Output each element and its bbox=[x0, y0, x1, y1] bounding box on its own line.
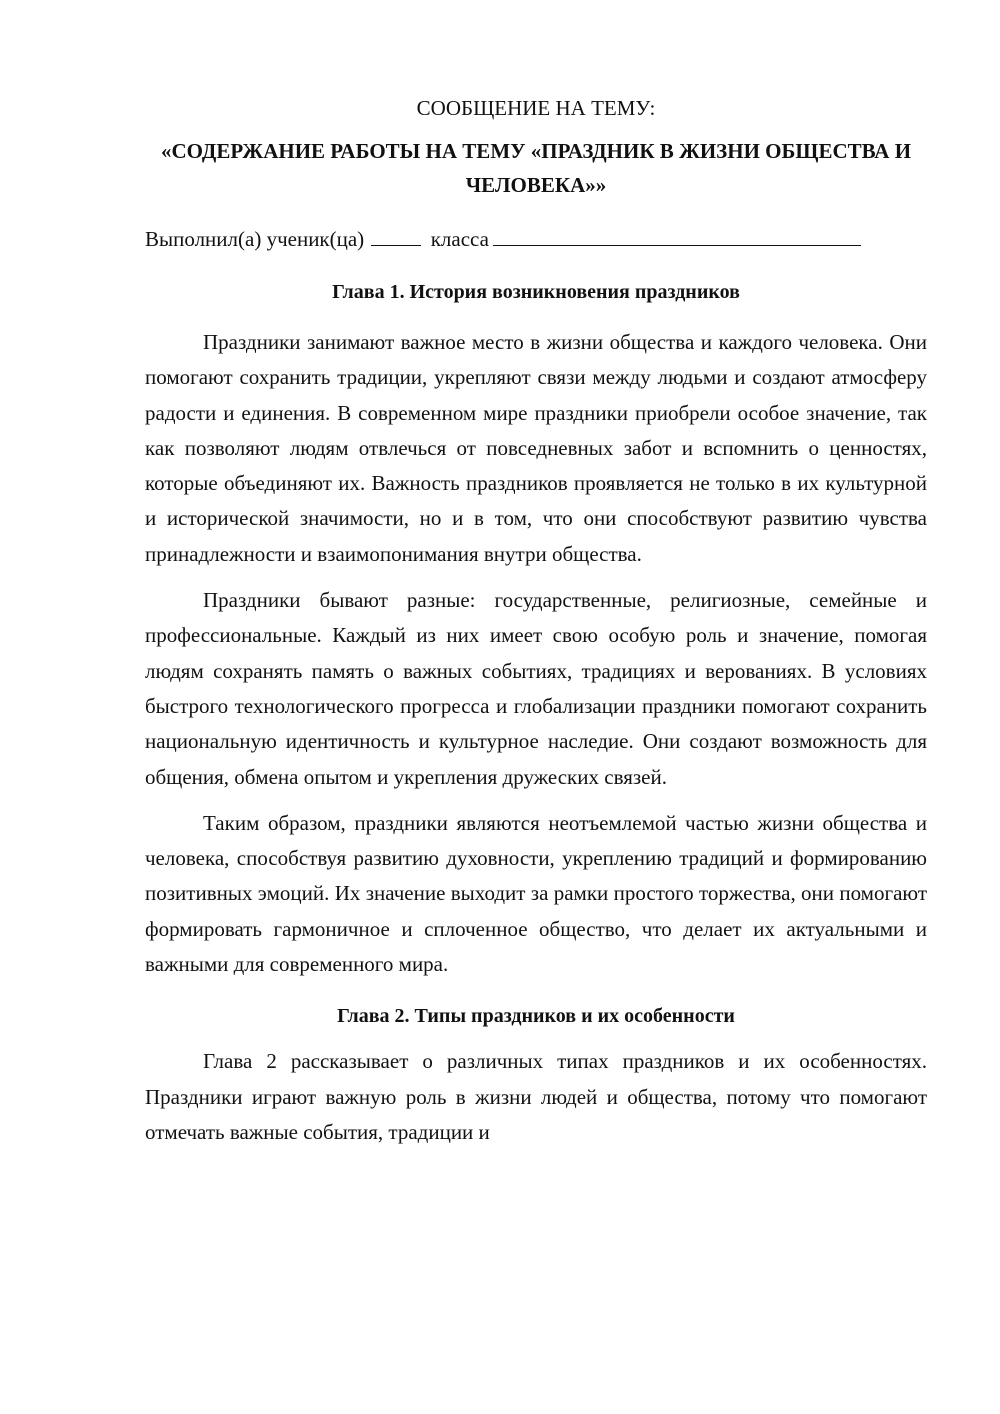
class-label: класса bbox=[430, 227, 489, 251]
chapter-1-paragraph-1: Праздники занимают важное место в жизни общества и каждого человека. Они помогают сохранить традиции, укрепляют связи между людьми и создают атмосферу радости и единения. В современном мире праздники приобрели особое значение, так как позволяют людям отвлечься от повседневных забот и вспомнить о ценностях, которые объединяют их. Важность праздников проявляется не только в их культурной и исторической значимости, но и в том, что они способствуют развитию чувства принадлежности и взаимопонимания внутри общества. bbox=[145, 330, 927, 566]
chapter-2-paragraph-1: Глава 2 рассказывает о различных типах праздников и их особенностях. Праздники играют важную роль в жизни людей и общества, потому что помогают отмечать важные события, традиции и bbox=[145, 1049, 927, 1144]
document-heading: СООБЩЕНИЕ НА ТЕМУ: bbox=[416, 96, 656, 120]
chapter-2-title: Глава 2. Типы праздников и их особенности bbox=[337, 1005, 735, 1028]
chapter-1-title: Глава 1. История возникновения праздников bbox=[332, 281, 740, 303]
performer-label: Выполнил(а) ученик(ца) bbox=[145, 227, 365, 251]
document-page bbox=[145, 92, 927, 1150]
name-blank-field bbox=[493, 223, 861, 246]
document-title: «СОДЕРЖАНИЕ РАБОТЫ НА ТЕМУ «ПРАЗДНИК В ЖИЗНИ ОБЩЕСТВА И ЧЕЛОВЕКА»» bbox=[160, 139, 912, 197]
chapter-1-paragraph-2: Праздники бывают разные: государственные, религиозные, семейные и профессиональные. Каждый из них имеет свою особую роль и значение, помогая людям сохранять память о важных событиях, традициях и верованиях. В условиях быстрого технологического прогресса и глобализации праздники помогают сохранить национальную идентичность и культурное наследие. Они создают возможность для общения, обмена опытом и укрепления дружеских связей. bbox=[145, 588, 927, 789]
class-blank-field bbox=[371, 223, 421, 246]
performer-line bbox=[145, 222, 927, 256]
chapter-1-paragraph-3: Таким образом, праздники являются неотъемлемой частью жизни общества и человека, способствуя развитию духовности, укреплению традиций и формированию позитивных эмоций. Их значение выходит за рамки простого торжества, они помогают формировать гармоничное и сплоченное общество, что делает их актуальными и важными для современного мира. bbox=[145, 810, 927, 977]
